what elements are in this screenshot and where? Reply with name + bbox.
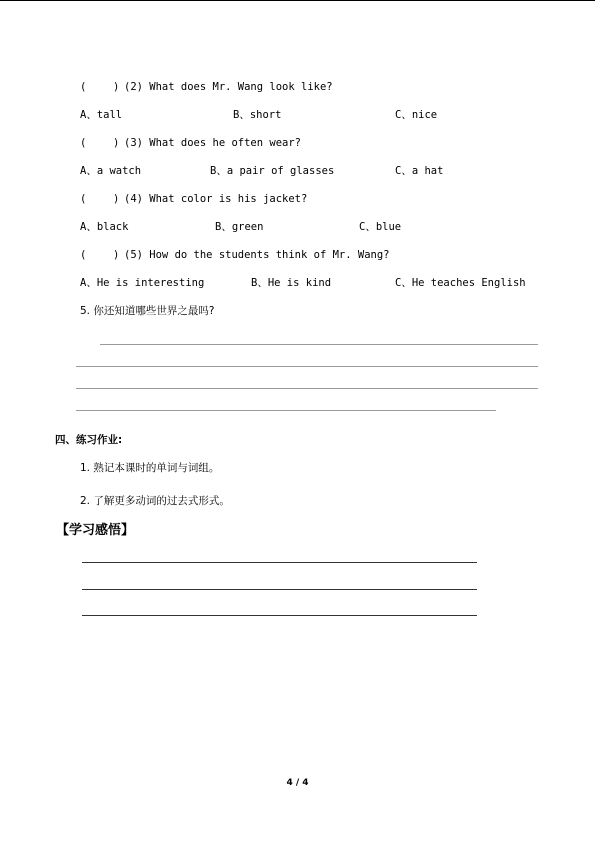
option-b: B、a pair of glasses — [210, 165, 335, 177]
answer-paren-close: ) — [113, 137, 120, 149]
question-stem: (4) What color is his jacket? — [124, 193, 308, 205]
reflection-line — [82, 562, 477, 563]
writing-line — [76, 388, 538, 389]
section-title: 四、练习作业: — [55, 434, 123, 446]
answer-paren-open: ( — [80, 249, 87, 261]
option-a: A、tall — [80, 109, 123, 121]
answer-paren-open: ( — [80, 193, 87, 205]
writing-line — [76, 410, 496, 411]
answer-paren-close: ) — [113, 193, 120, 205]
option-c: C、blue — [359, 221, 402, 233]
question-stem: (2) What does Mr. Wang look like? — [124, 81, 333, 93]
option-b: B、green — [215, 221, 264, 233]
option-a: A、a watch — [80, 165, 142, 177]
option-a: A、He is interesting — [80, 277, 205, 289]
option-b: B、He is kind — [251, 277, 332, 289]
reflection-line — [82, 589, 477, 590]
option-c: C、a hat — [395, 165, 444, 177]
option-b: B、short — [233, 109, 282, 121]
answer-paren-close: ) — [113, 249, 120, 261]
answer-paren-open: ( — [80, 137, 87, 149]
option-c: C、nice — [395, 109, 438, 121]
reflection-line — [82, 615, 477, 616]
option-a: A、black — [80, 221, 129, 233]
question-stem: (3) What does he often wear? — [124, 137, 302, 149]
homework-item: 1. 熟记本课时的单词与词组。 — [80, 462, 220, 474]
reflection-title: 【学习感悟】 — [56, 523, 135, 538]
page-number: 4 / 4 — [286, 778, 309, 788]
answer-paren-open: ( — [80, 81, 87, 93]
header-rule — [0, 0, 595, 1]
homework-item: 2. 了解更多动词的过去式形式。 — [80, 495, 230, 507]
writing-line — [76, 366, 538, 367]
writing-line — [100, 344, 538, 345]
open-question-prompt: 5. 你还知道哪些世界之最吗? — [80, 305, 215, 317]
option-c: C、He teaches English — [395, 277, 526, 289]
question-stem: (5) How do the students think of Mr. Wang? — [124, 249, 390, 261]
answer-paren-close: ) — [113, 81, 120, 93]
